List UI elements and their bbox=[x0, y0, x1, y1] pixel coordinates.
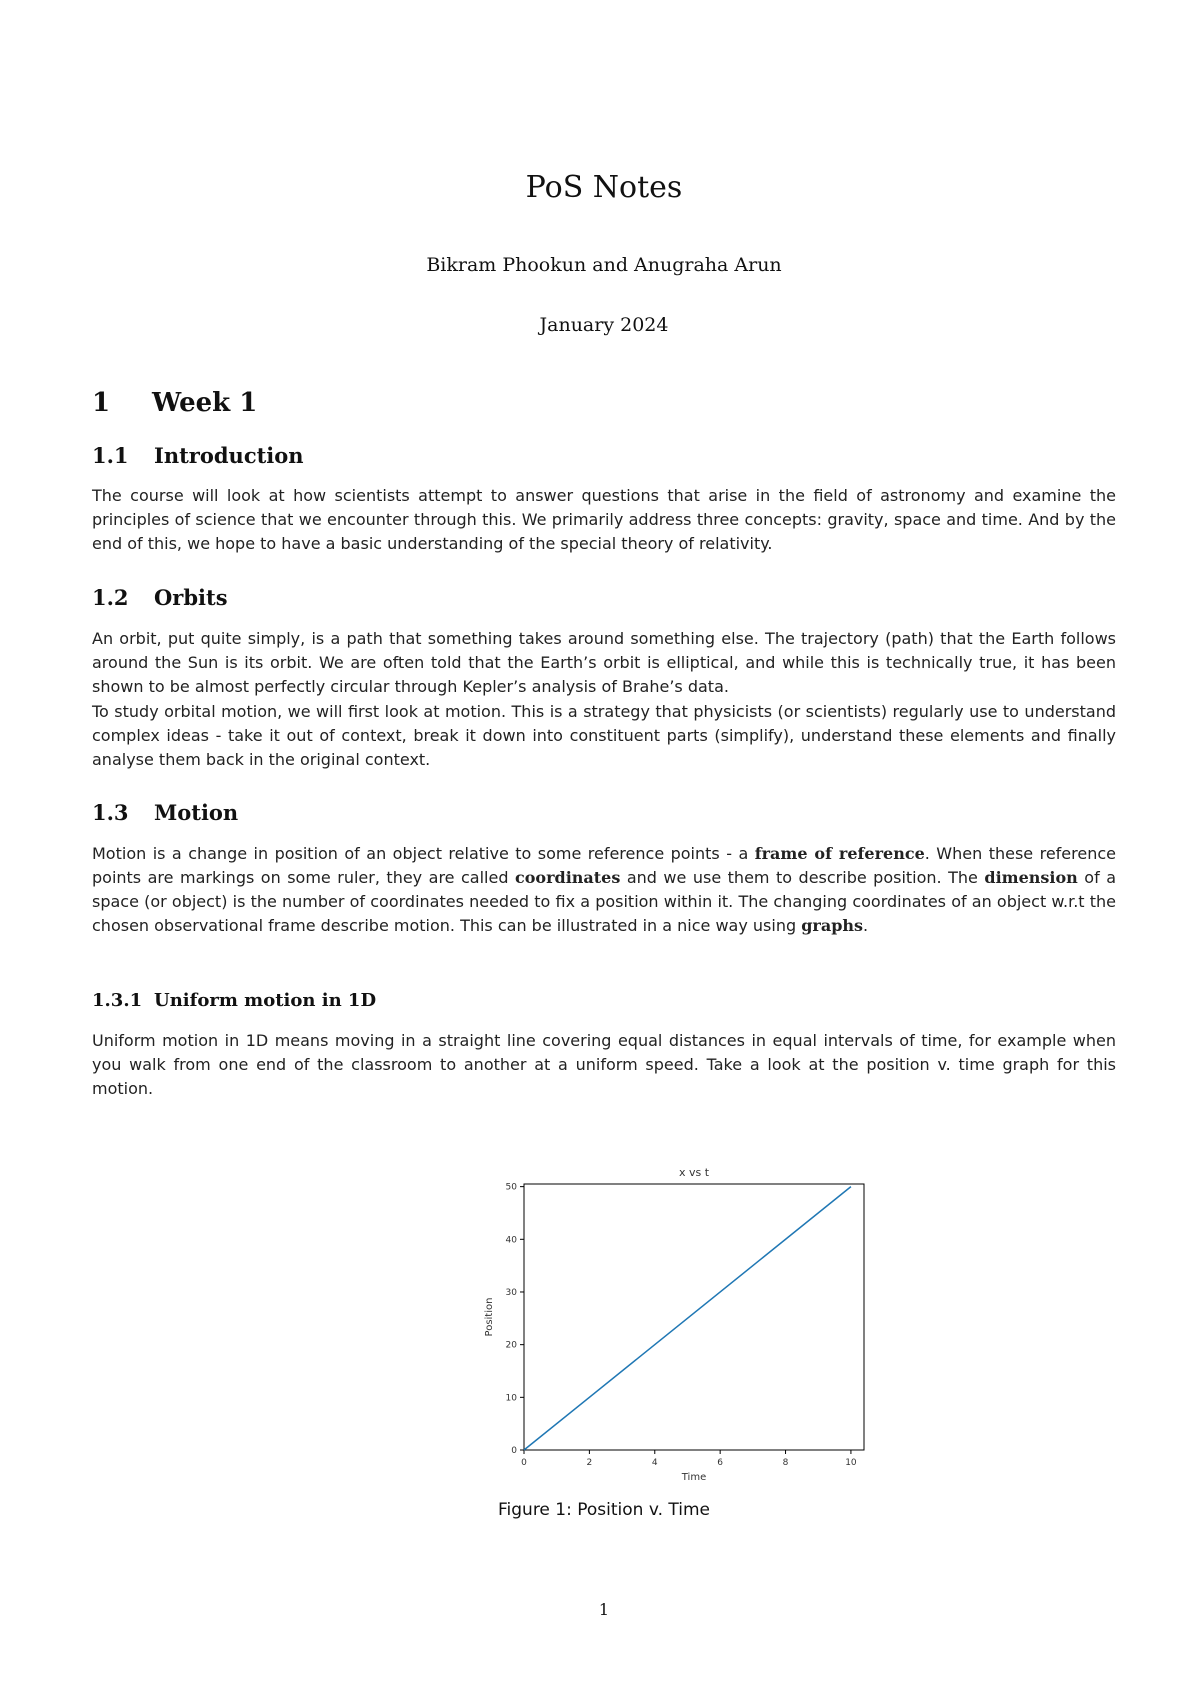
position-time-chart bbox=[480, 1158, 900, 1488]
y-tick-label: 30 bbox=[505, 1287, 517, 1298]
motion-text: Motion is a change in position of an object relative to some reference points - a bbox=[92, 844, 755, 863]
y-tick-label: 0 bbox=[511, 1446, 517, 1456]
x-axis-label: Time bbox=[681, 1472, 707, 1483]
document-title: PoS Notes bbox=[525, 170, 683, 205]
plot-frame bbox=[524, 1184, 864, 1450]
x-tick-label: 10 bbox=[845, 1458, 857, 1468]
section-number: 1 bbox=[92, 388, 111, 418]
term-graphs: graphs bbox=[801, 916, 864, 935]
motion-text: of a space (or object) is the number of coordinates needed to fix a position within it. The changing coordinates of an object w.r.t the chosen observational frame describe motion. This can be illustrated in a nice way using bbox=[92, 868, 1117, 935]
document-page bbox=[92, 0, 1116, 1696]
subsection-heading-orbits bbox=[92, 585, 228, 610]
motion-text: . bbox=[863, 916, 869, 935]
subsection-title: Orbits bbox=[154, 585, 228, 610]
subsubsection-title: Uniform motion in 1D bbox=[154, 990, 377, 1011]
uniform-motion-paragraph: Uniform motion in 1D means moving in a straight line covering equal distances in equal intervals of time, for example when you walk from one end of the classroom to another at a uniform speed. Take a look at the position v. time graph for this motion. bbox=[92, 1031, 1116, 1098]
y-tick-label: 50 bbox=[505, 1182, 517, 1193]
series-line bbox=[524, 1187, 851, 1450]
subsection-heading-motion bbox=[92, 800, 238, 825]
x-tick-label: 6 bbox=[717, 1458, 724, 1468]
x-tick-label: 8 bbox=[782, 1458, 789, 1468]
subsubsection-number: 1.3.1 bbox=[92, 990, 143, 1011]
document-authors: Bikram Phookun and Anugraha Arun bbox=[426, 254, 782, 276]
term-coordinates: coordinates bbox=[514, 868, 621, 887]
x-tick-label: 4 bbox=[651, 1458, 658, 1468]
x-tick-label: 0 bbox=[521, 1458, 527, 1468]
document-date: January 2024 bbox=[539, 314, 669, 336]
subsection-title: Motion bbox=[154, 800, 239, 825]
x-tick-label: 2 bbox=[586, 1458, 593, 1468]
section-heading-week-1 bbox=[92, 388, 257, 418]
term-frame-of-reference: frame of reference bbox=[754, 844, 925, 863]
motion-text: . When these reference points are markings on some ruler, they are called bbox=[92, 844, 1116, 887]
subsection-number: 1.3 bbox=[92, 800, 129, 825]
introduction-paragraph: The course will look at how scientists attempt to answer questions that arise in the field of astronomy and examine the principles of science that we encounter through this. We primarily address three concepts: gravity, space and time. And by the end of this, we hope to have a basic understanding of the special theory of relativity. bbox=[92, 486, 1116, 553]
orbits-paragraph-1: An orbit, put quite simply, is a path that something takes around something else. The trajectory (path) that the Earth follows around the Sun is its orbit. We are often told that the Earth’s orbit is elliptical, and while this is technically true, it has been shown to be almost perfectly circular through Kepler’s analysis of Brahe’s data. bbox=[92, 629, 1116, 696]
subsection-title: Introduction bbox=[154, 443, 304, 468]
figure-caption: Figure 1: Position v. Time bbox=[497, 1500, 710, 1520]
orbits-paragraph-2: To study orbital motion, we will first look at motion. This is a strategy that physicists (or scientists) regularly use to understand complex ideas - take it out of context, break it down into constituent parts (simplify), understand these elements and finally analyse them back in the original context. bbox=[92, 702, 1116, 769]
motion-text: and we use them to describe position. The bbox=[620, 868, 985, 887]
y-tick-label: 40 bbox=[505, 1235, 517, 1246]
subsection-number: 1.2 bbox=[92, 585, 129, 610]
y-axis-label: Position bbox=[484, 1297, 495, 1337]
subsubsection-heading-uniform-motion bbox=[92, 990, 376, 1011]
subsection-heading-introduction bbox=[92, 443, 304, 468]
section-title: Week 1 bbox=[152, 388, 258, 418]
y-tick-label: 10 bbox=[505, 1393, 517, 1404]
subsection-number: 1.1 bbox=[92, 443, 129, 468]
chart-title: x vs t bbox=[678, 1166, 710, 1179]
motion-paragraph bbox=[92, 842, 1116, 938]
y-tick-label: 20 bbox=[505, 1340, 517, 1351]
page-number: 1 bbox=[598, 1600, 610, 1619]
term-dimension: dimension bbox=[984, 868, 1078, 887]
